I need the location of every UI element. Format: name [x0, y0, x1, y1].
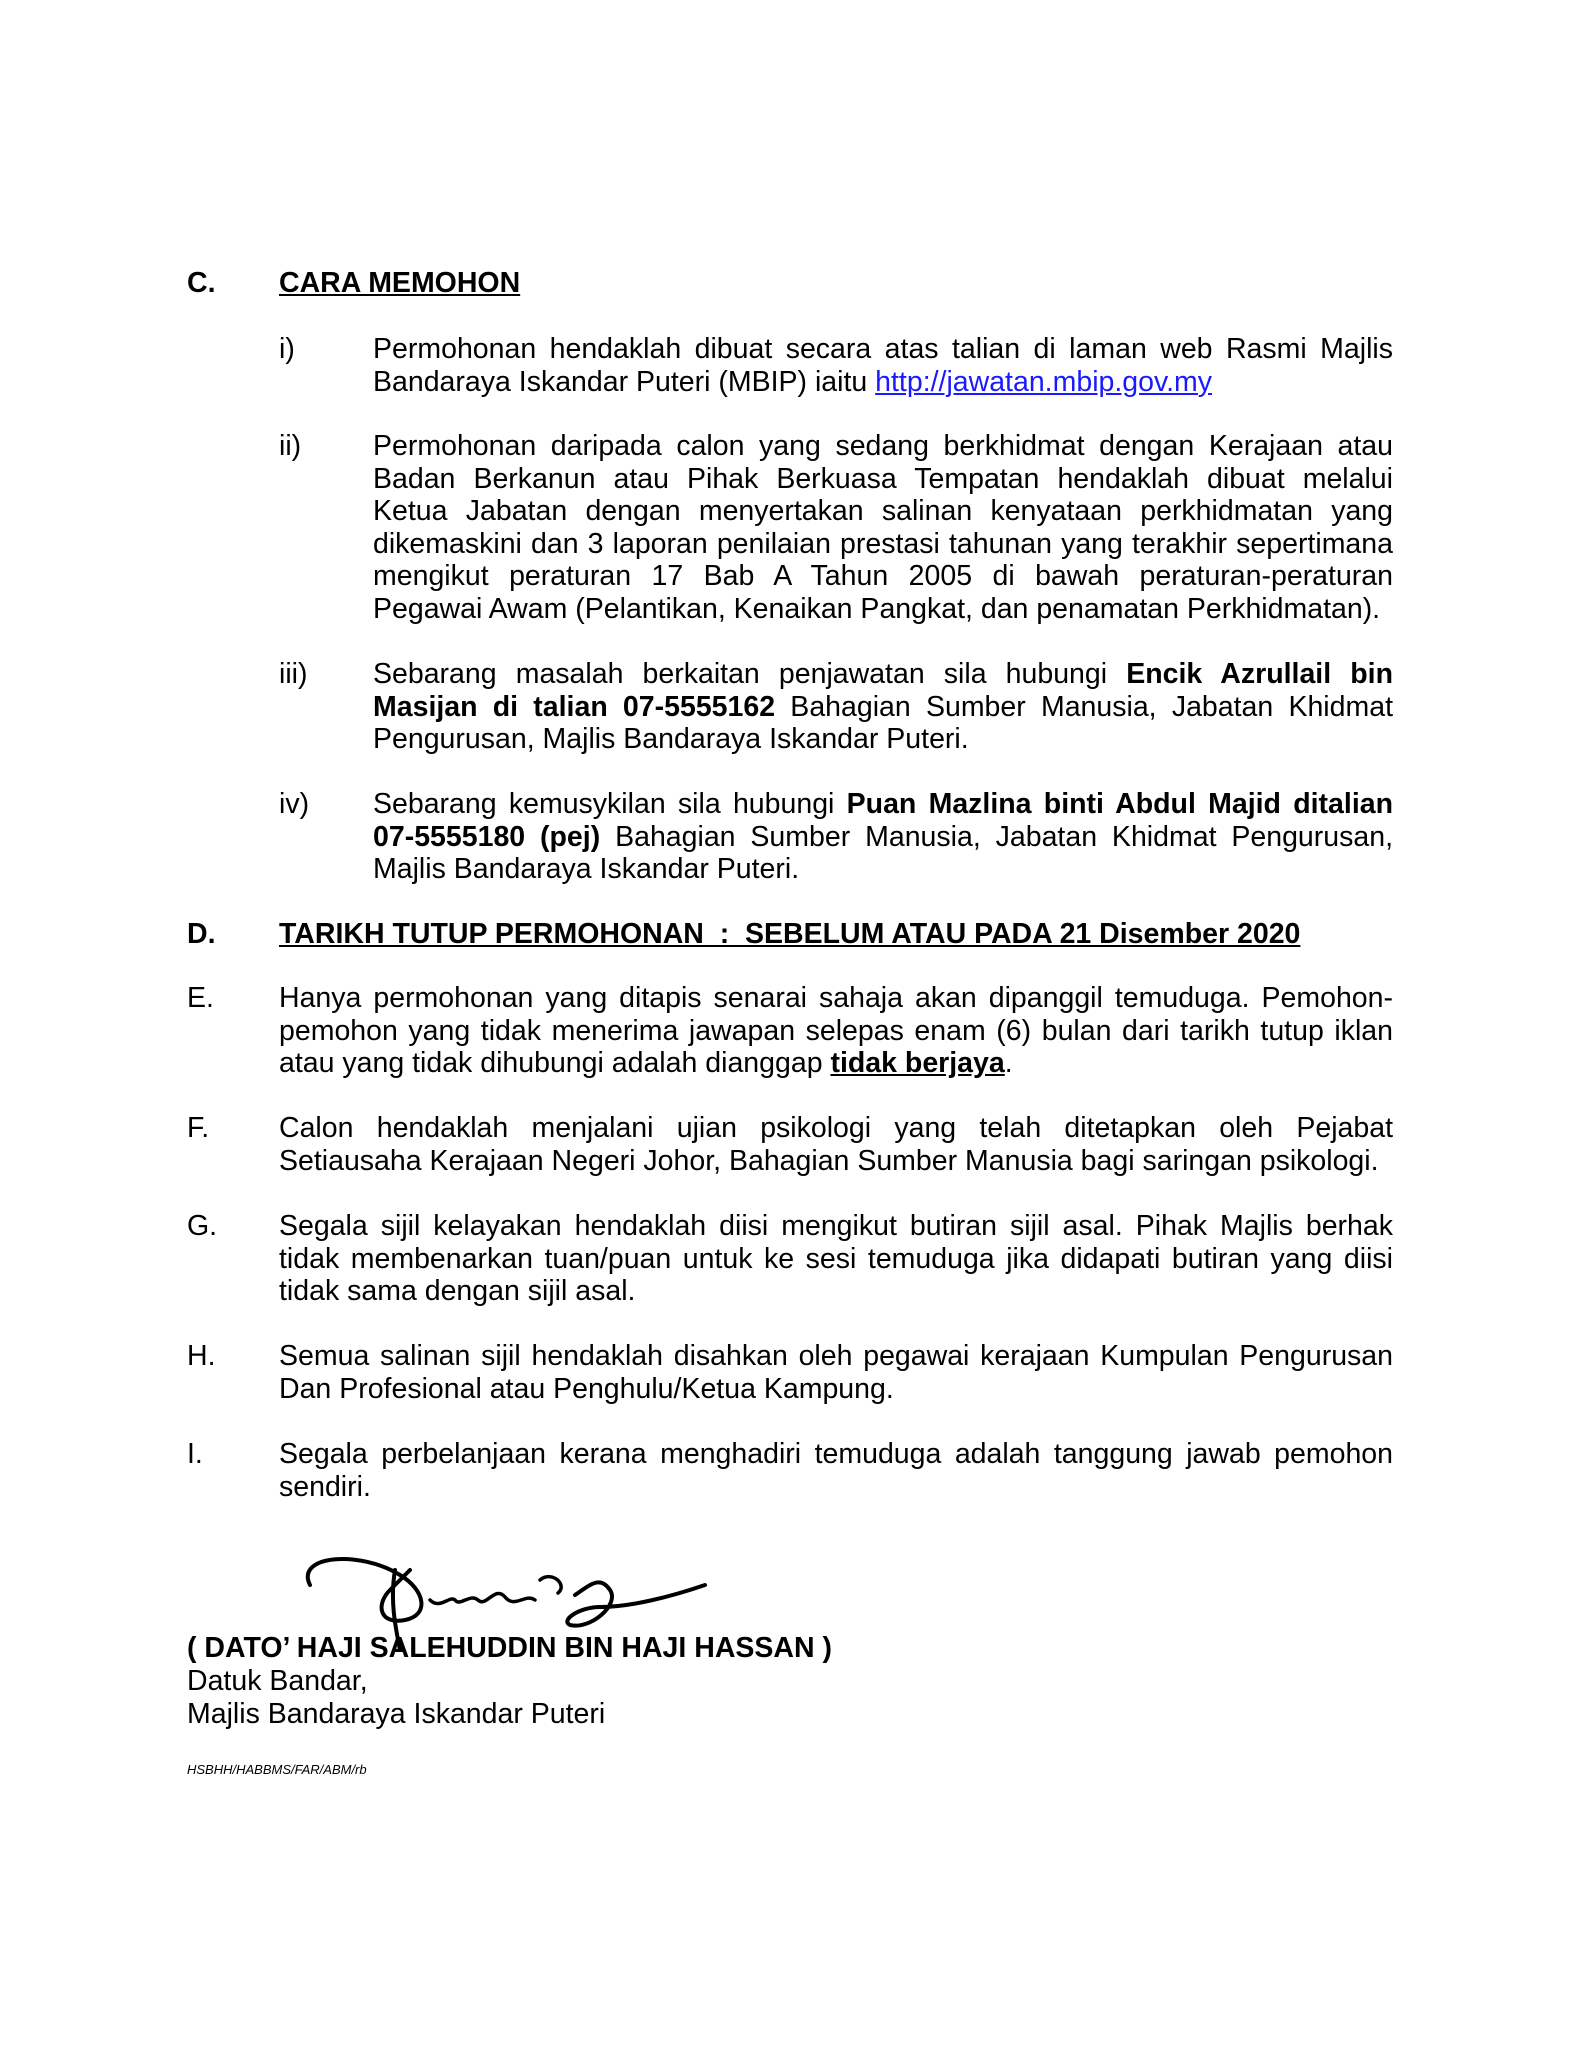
item-c-iii-num: iii): [279, 658, 308, 690]
signatory-title: Datuk Bandar,: [187, 1665, 368, 1697]
section-g-text: Segala sijil kelayakan hendaklah diisi mengikut butiran sijil asal. Pihak Majlis berhak tidak membenarkan tuan/puan untuk ke sesi temuduga jika didapati butiran yang diisi tidak sama dengan sijil asal.: [279, 1210, 1393, 1307]
section-i-text: Segala perbelanjaan kerana menghadiri temuduga adalah tanggung jawab pemohon sendiri.: [279, 1438, 1393, 1503]
item-c-ii-num: ii): [279, 430, 302, 462]
section-c-label: C.: [187, 267, 216, 299]
section-c-title: CARA MEMOHON: [279, 267, 521, 299]
section-e-text: Hanya permohonan yang ditapis senarai sahaja akan dipanggil temuduga. Pemohon-pemohon yang tidak menerima jawapan selepas enam (6) bulan dari tarikh tutup iklan atau yang tidak dihubungi adalah dianggap tidak berjaya.: [279, 982, 1393, 1079]
reference-code: HSBHH/HABBMS/FAR/ABM/rb: [187, 1762, 367, 1777]
signatory-name: ( DATO’ HAJI SALEHUDDIN BIN HAJI HASSAN ): [187, 1632, 832, 1664]
item-c-i-num: i): [279, 333, 295, 365]
item-c-i-text: Permohonan hendaklah dibuat secara atas talian di laman web Rasmi Majlis Bandaraya Iskandar Puteri (MBIP) iaitu http://jawatan.mbip.gov.my: [373, 333, 1393, 398]
section-h-text: Semua salinan sijil hendaklah disahkan oleh pegawai kerajaan Kumpulan Pengurusan Dan Profesional atau Penghulu/Ketua Kampung.: [279, 1340, 1393, 1405]
signatory-org: Majlis Bandaraya Iskandar Puteri: [187, 1698, 606, 1730]
item-c-iv-num: iv): [279, 788, 310, 820]
section-d-title: TARIKH TUTUP PERMOHONAN : SEBELUM ATAU PADA 21 Disember 2020: [279, 918, 1301, 950]
item-c-ii-text: Permohonan daripada calon yang sedang berkhidmat dengan Kerajaan atau Badan Berkanun atau Pihak Berkuasa Tempatan hendaklah dibuat melalui Ketua Jabatan dengan menyertakan salinan kenyataan perkhidmatan yang dikemaskini dan 3 laporan penilaian prestasi tahunan yang terakhir sepertimana mengikut peraturan 17 Bab A Tahun 2005 di bawah peraturan-peraturan Pegawai Awam (Pelantikan, Kenaikan Pangkat, dan penamatan Perkhidmatan).: [373, 430, 1393, 625]
section-g-label: G.: [187, 1210, 218, 1242]
item-c-iv-text: Sebarang kemusykilan sila hubungi Puan Mazlina binti Abdul Majid ditalian 07-5555180 (pej) Bahagian Sumber Manusia, Jabatan Khidmat Pengurusan, Majlis Bandaraya Iskandar Puteri.: [373, 788, 1393, 885]
item-c-iii-text: Sebarang masalah berkaitan penjawatan sila hubungi Encik Azrullail bin Masijan di talian 07-5555162 Bahagian Sumber Manusia, Jabatan Khidmat Pengurusan, Majlis Bandaraya Iskandar Puteri.: [373, 658, 1393, 755]
section-i-label: I.: [187, 1438, 203, 1470]
section-d-label: D.: [187, 918, 216, 950]
section-f-label: F.: [187, 1112, 210, 1144]
section-e-label: E.: [187, 982, 214, 1014]
section-f-text: Calon hendaklah menjalani ujian psikologi yang telah ditetapkan oleh Pejabat Setiausaha Kerajaan Negeri Johor, Bahagian Sumber Manusia bagi saringan psikologi.: [279, 1112, 1393, 1177]
section-h-label: H.: [187, 1340, 216, 1372]
mbip-jawatan-link[interactable]: http://jawatan.mbip.gov.my: [875, 365, 1213, 398]
